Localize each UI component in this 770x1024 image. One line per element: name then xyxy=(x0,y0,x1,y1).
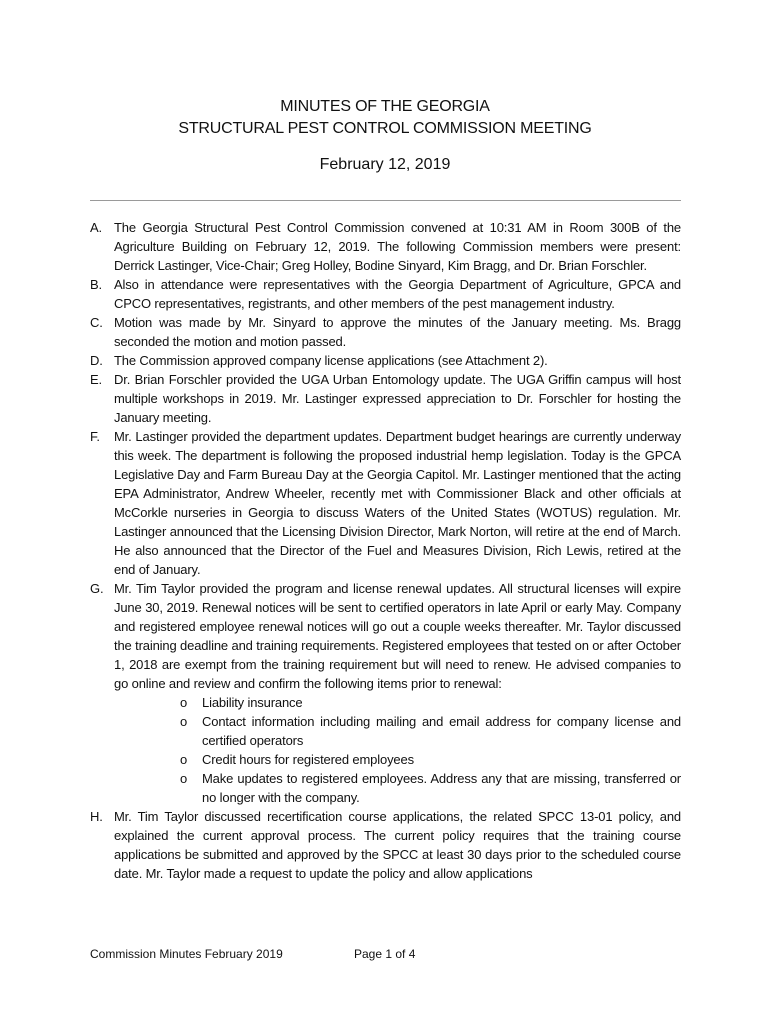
footer-page-number: Page 1 of 4 xyxy=(354,947,416,961)
item-letter: H. xyxy=(90,809,103,824)
item-text: Mr. Tim Taylor provided the program and license renewal updates. All structural licenses will expire June 30, 2019. Renewal notices will be sent to certified operators in late April or early May. Company and registered employee renewal notices will go out a couple weeks thereafter. Mr. Taylor discussed the training deadline and training requirements. Registered employees that tested on or after October 1, 2018 are exempt from the training requirement but will need to renew. He advised companies to go online and review and confirm the following items prior to renewal: xyxy=(114,581,681,691)
minutes-item-b xyxy=(90,275,681,313)
item-letter: A. xyxy=(90,220,102,235)
minutes-body xyxy=(90,218,681,883)
circle-bullet-icon: o xyxy=(180,752,188,767)
item-letter: D. xyxy=(90,353,103,368)
minutes-item-g xyxy=(90,579,681,693)
checklist-text: Liability insurance xyxy=(202,695,303,710)
renewal-checklist-item xyxy=(180,693,681,712)
item-letter: B. xyxy=(90,277,102,292)
item-letter: F. xyxy=(90,429,100,444)
item-text: The Commission approved company license applications (see Attachment 2). xyxy=(114,353,548,368)
item-text: The Georgia Structural Pest Control Commission convened at 10:31 AM in Room 300B of the Agriculture Building on February 12, 2019. The following Commission members were present: Derrick Lastinger, Vice-Chair; Greg Holley, Bodine Sinyard, Kim Bragg, and Dr. Brian Forschler. xyxy=(114,220,681,273)
circle-bullet-icon: o xyxy=(180,771,188,786)
minutes-item-d xyxy=(90,351,681,370)
minutes-item-e xyxy=(90,370,681,427)
checklist-text: Credit hours for registered employees xyxy=(202,752,414,767)
item-text: Motion was made by Mr. Sinyard to approve the minutes of the January meeting. Ms. Bragg seconded the motion and motion passed. xyxy=(114,315,681,349)
item-text: Mr. Tim Taylor discussed recertification course applications, the related SPCC 13-01 policy, and explained the current approval process. The current policy requires that the training course applications be submitted and approved by the SPCC at least 30 days prior to the scheduled course date. Mr. Taylor made a request to update the policy and allow applications xyxy=(114,809,681,881)
meeting-date: February 12, 2019 xyxy=(319,156,451,173)
renewal-checklist-item xyxy=(180,712,681,750)
item-text: Mr. Lastinger provided the department updates. Department budget hearings are currently underway this week. The department is following the proposed industrial hemp legislation. Today is the GPCA Legislative Day and Farm Bureau Day at the Georgia Capitol. Mr. Lastinger mentioned that the acting EPA Administrator, Andrew Wheeler, recently met with Commissioner Black and other officials at McCorkle nurseries in Georgia to discuss Waters of the United States (WOTUS) regulation. Mr. Lastinger announced that the Licensing Division Director, Mark Norton, will retire at the end of March. He also announced that the Director of the Fuel and Measures Division, Rich Lewis, retired at the end of January. xyxy=(114,429,681,577)
title-line-1: MINUTES OF THE GEORGIA xyxy=(280,98,490,115)
checklist-text: Make updates to registered employees. Address any that are missing, transferred or no longer with the company. xyxy=(202,771,681,805)
item-text: Dr. Brian Forschler provided the UGA Urban Entomology update. The UGA Griffin campus will host multiple workshops in 2019. Mr. Lastinger expressed appreciation to Dr. Forschler for hosting the January meeting. xyxy=(114,372,681,425)
title-line-2: STRUCTURAL PEST CONTROL COMMISSION MEETING xyxy=(178,120,592,137)
item-text: Also in attendance were representatives with the Georgia Department of Agriculture, GPCA and CPCO representatives, registrants, and other members of the pest management industry. xyxy=(114,277,681,311)
circle-bullet-icon: o xyxy=(180,714,188,729)
item-letter: E. xyxy=(90,372,102,387)
footer-document-title: Commission Minutes February 2019 xyxy=(90,947,283,961)
minutes-item-f xyxy=(90,427,681,579)
minutes-item-c xyxy=(90,313,681,351)
checklist-text: Contact information including mailing and email address for company license and certified operators xyxy=(202,714,681,748)
item-letter: C. xyxy=(90,315,103,330)
minutes-item-h xyxy=(90,807,681,883)
document-header xyxy=(0,96,770,176)
header-divider xyxy=(90,200,681,201)
renewal-checklist-item xyxy=(180,769,681,807)
minutes-item-a xyxy=(90,218,681,275)
item-letter: G. xyxy=(90,581,104,596)
circle-bullet-icon: o xyxy=(180,695,188,710)
renewal-checklist-item xyxy=(180,750,681,769)
